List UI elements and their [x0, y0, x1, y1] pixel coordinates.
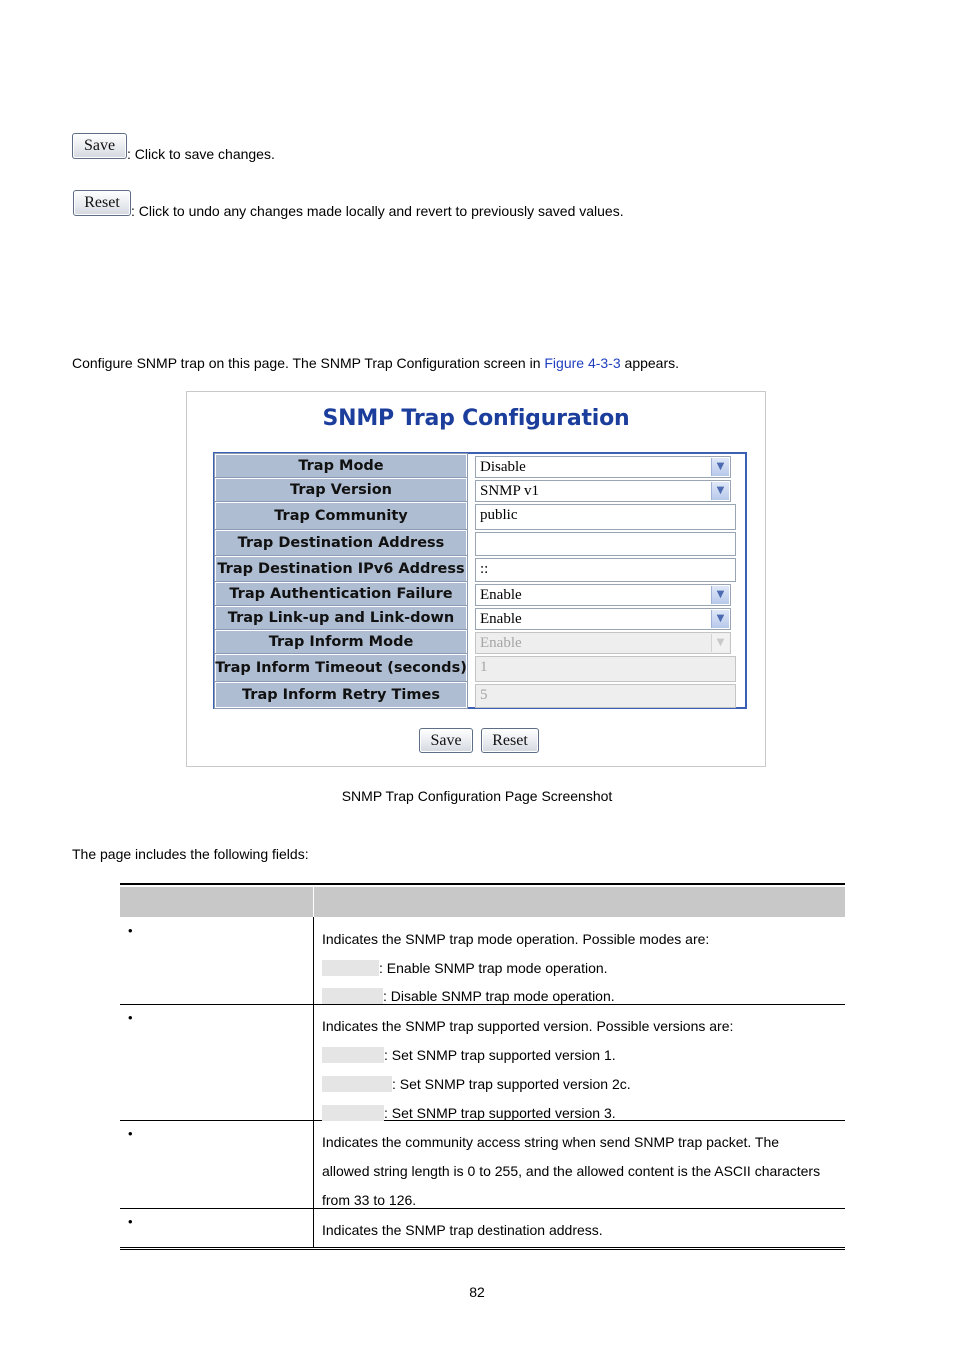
config-label: Trap Destination Address	[215, 530, 467, 556]
config-row-trap-destination-ipv6-address	[215, 556, 745, 582]
description-line	[322, 988, 615, 1004]
config-label: Trap Inform Retry Times	[215, 682, 467, 708]
control-value: Enable	[480, 587, 522, 603]
fields-intro: The page includes the following fields:	[72, 846, 309, 862]
description-text: Indicates the community access string when send SNMP trap packet. The	[322, 1134, 780, 1150]
description-line	[322, 1018, 733, 1034]
bullet-icon: •	[128, 1214, 133, 1229]
trap-link-up-and-link-down-select[interactable]	[475, 608, 731, 630]
figure-link[interactable]: Figure 4-3-3	[544, 355, 621, 371]
table-header	[120, 887, 845, 917]
description-text: : Disable SNMP trap mode operation.	[383, 988, 615, 1004]
config-row-trap-destination-address	[215, 530, 745, 556]
description-line	[322, 1222, 603, 1238]
description-line	[322, 1134, 779, 1150]
trap-inform-timeout-seconds-input	[475, 656, 736, 682]
description-line	[322, 1192, 416, 1208]
description-text: Indicates the SNMP trap mode operation. Possible modes are:	[322, 931, 710, 947]
config-label: Trap Inform Mode	[215, 630, 467, 654]
column-divider	[313, 917, 314, 1004]
option-highlight	[322, 1047, 384, 1063]
reset-button-sample[interactable]: Reset	[73, 190, 131, 216]
description-text: : Set SNMP trap supported version 2c.	[392, 1076, 631, 1092]
column-divider	[313, 1120, 314, 1208]
config-label: Trap Mode	[215, 454, 467, 478]
control-value: Enable	[480, 635, 522, 651]
config-label: Trap Destination IPv6 Address	[215, 556, 467, 582]
control-value: 5	[480, 687, 488, 703]
trap-mode-select[interactable]	[475, 456, 731, 478]
bullet-icon: •	[128, 923, 133, 938]
config-row-trap-mode	[215, 454, 745, 478]
column-divider	[313, 1004, 314, 1120]
figure-reset-button[interactable]: Reset	[481, 728, 539, 753]
reset-description: : Click to undo any changes made locally and revert to previously saved values.	[131, 203, 624, 219]
bullet-icon: •	[128, 1010, 133, 1025]
config-table	[213, 452, 747, 709]
trap-inform-retry-times-input	[475, 684, 736, 708]
description-text: from 33 to 126.	[322, 1192, 417, 1208]
description-text: Indicates the SNMP trap supported version. Possible versions are:	[322, 1018, 734, 1034]
column-divider	[313, 1208, 314, 1247]
description-line	[322, 1105, 616, 1121]
chevron-down-icon[interactable]: ▼	[711, 458, 729, 476]
trap-version-select[interactable]	[475, 480, 731, 502]
trap-destination-address-input[interactable]	[475, 532, 736, 556]
option-highlight	[322, 1105, 384, 1121]
snmp-trap-figure	[186, 391, 766, 767]
description-line	[322, 1047, 616, 1063]
config-label: Trap Inform Timeout (seconds)	[215, 654, 467, 682]
config-label: Trap Authentication Failure	[215, 582, 467, 606]
paragraph-text-before: Configure SNMP trap on this page. The SNMP Trap Configuration screen in	[72, 355, 545, 371]
config-label: Trap Version	[215, 478, 467, 502]
save-description: : Click to save changes.	[127, 146, 275, 162]
table-bottom-rule	[120, 1249, 845, 1250]
config-row-trap-community	[215, 502, 745, 530]
table-row	[120, 1120, 845, 1209]
description-line	[322, 1076, 631, 1092]
table-top-rule	[120, 883, 845, 885]
description-text: Indicates the SNMP trap destination address.	[322, 1222, 603, 1238]
config-label: Trap Link-up and Link-down	[215, 606, 467, 630]
description-line	[322, 931, 709, 947]
config-label: Trap Community	[215, 502, 467, 530]
chevron-down-icon[interactable]: ▼	[711, 586, 729, 604]
config-row-trap-link-up-and-link-down	[215, 606, 745, 630]
figure-title: SNMP Trap Configuration	[322, 406, 630, 431]
control-value: public	[480, 507, 518, 523]
option-highlight	[322, 960, 379, 976]
config-row-trap-inform-timeout-seconds	[215, 654, 745, 682]
description-text: : Set SNMP trap supported version 1.	[384, 1047, 616, 1063]
table-row	[120, 917, 845, 1005]
control-value: Enable	[480, 611, 522, 627]
description-text: allowed string length is 0 to 255, and the allowed content is the ASCII characters	[322, 1163, 821, 1179]
intro-paragraph	[72, 355, 679, 371]
trap-inform-mode-select	[475, 632, 731, 654]
trap-destination-ipv6-address-input[interactable]	[475, 558, 736, 582]
chevron-down-icon[interactable]: ▼	[711, 482, 729, 500]
control-value: 1	[480, 659, 488, 675]
control-value: Disable	[480, 459, 526, 475]
table-row	[120, 1208, 845, 1248]
chevron-down-icon: ▼	[711, 634, 729, 652]
save-button-sample[interactable]: Save	[72, 133, 127, 159]
paragraph-text-after: appears.	[620, 355, 680, 371]
option-highlight	[322, 1076, 392, 1092]
config-row-trap-authentication-failure	[215, 582, 745, 606]
description-text: : Enable SNMP trap mode operation.	[379, 960, 608, 976]
chevron-down-icon[interactable]: ▼	[711, 610, 729, 628]
trap-community-input[interactable]	[475, 504, 736, 530]
description-line	[322, 960, 608, 976]
figure-save-button[interactable]: Save	[419, 728, 473, 753]
config-row-trap-inform-mode	[215, 630, 745, 654]
control-value: SNMP v1	[480, 483, 540, 499]
control-value: ::	[480, 561, 489, 577]
page-number: 82	[469, 1284, 485, 1300]
config-row-trap-inform-retry-times	[215, 682, 745, 708]
table-row	[120, 1004, 845, 1121]
bullet-icon: •	[128, 1126, 133, 1141]
option-highlight	[322, 988, 383, 1004]
config-row-trap-version	[215, 478, 745, 502]
description-text: : Set SNMP trap supported version 3.	[384, 1105, 616, 1121]
trap-authentication-failure-select[interactable]	[475, 584, 731, 606]
description-line	[322, 1163, 820, 1179]
figure-caption: SNMP Trap Configuration Page Screenshot	[341, 788, 613, 804]
